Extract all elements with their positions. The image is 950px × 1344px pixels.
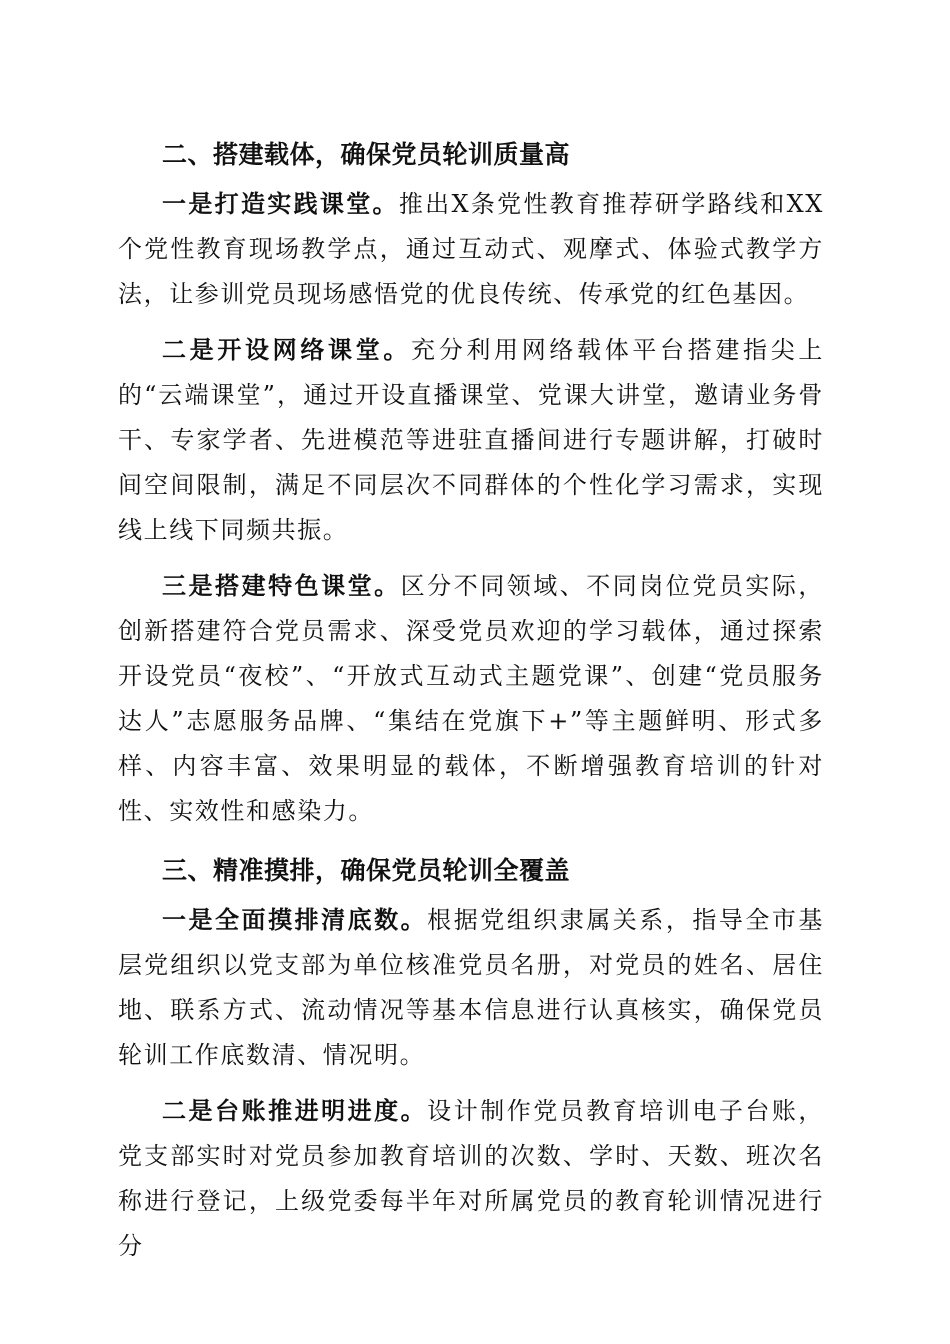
- paragraph-lead: 二是台账推进明进度。: [162, 1096, 428, 1125]
- paragraph-lead: 二是开设网络课堂。: [162, 335, 412, 364]
- paragraph-full-survey: [118, 897, 824, 1078]
- paragraph-lead: 一是打造实践课堂。: [162, 189, 399, 218]
- paragraph-online-classroom: [118, 327, 824, 553]
- paragraph-text: 设计制作党员教育培训电子台账，党支部实时对党员参加教育培训的次数、学时、天数、班次名称进行登记，上级党委每半年对所属党员的教育轮训情况进行分: [118, 1097, 825, 1260]
- paragraph-practice-classroom: [118, 181, 824, 317]
- section-heading-2: 二、搭建载体，确保党员轮训质量高: [162, 140, 571, 169]
- paragraph-text: 根据党组织隶属关系，指导全市基层党组织以党支部为单位核准党员名册，对党员的姓名、居住地、联系方式、流动情况等基本信息进行认真核实，确保党员轮训工作底数清、情况明。: [118, 906, 825, 1069]
- paragraph-lead: 三是搭建特色课堂。: [162, 571, 401, 600]
- paragraph-lead: 一是全面摸排清底数。: [162, 905, 428, 934]
- paragraph-special-classroom: [118, 563, 824, 834]
- paragraph-text: 推出X条党性教育推荐研学路线和XX个党性教育现场教学点，通过互动式、观摩式、体验式教学方法，让参训党员现场感悟党的优良传统、传承党的红色基因。: [118, 190, 824, 308]
- document-page: [118, 128, 824, 1279]
- paragraph-text: 区分不同领域、不同岗位党员实际，创新搭建符合党员需求、深受党员欢迎的学习载体，通过探索开设党员“夜校”、“开放式互动式主题党课”、创建“党员服务达人”志愿服务品牌、“集结在党旗下+”等主题鲜明、形式多样、内容丰富、效果明显的载体，不断增强教育培训的针对性、实效性和感染力。: [118, 572, 824, 825]
- paragraph-ledger-progress: [118, 1088, 824, 1269]
- section-heading-3: 三、精准摸排，确保党员轮训全覆盖: [162, 856, 571, 885]
- paragraph-text: 充分利用网络载体平台搭建指尖上的“云端课堂”，通过开设直播课堂、党课大讲堂，邀请业务骨干、专家学者、先进模范等进驻直播间进行专题讲解，打破时间空间限制，满足不同层次不同群体的个性化学习需求，实现线上线下同频共振。: [118, 336, 825, 544]
